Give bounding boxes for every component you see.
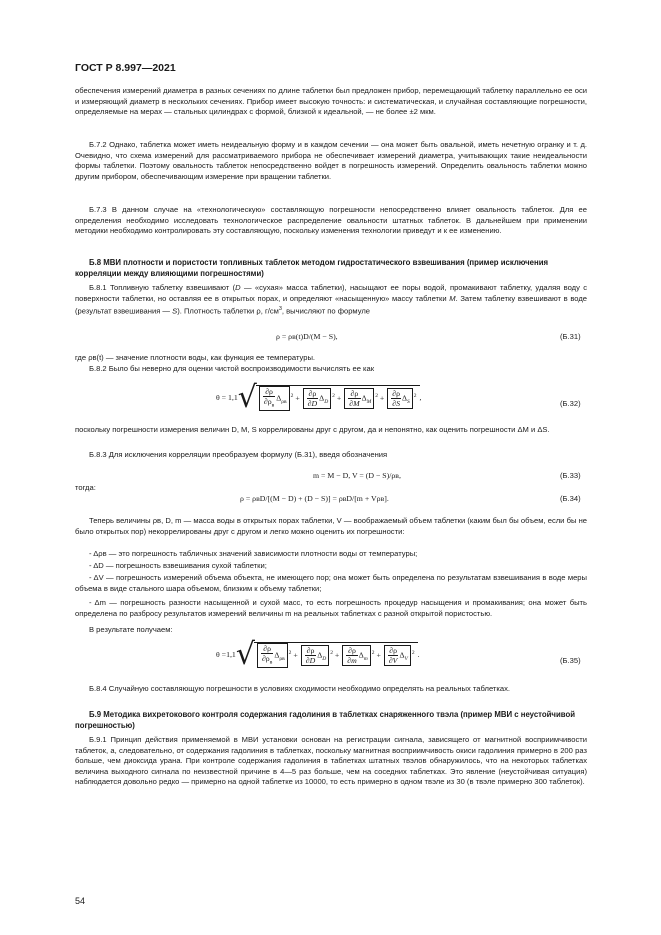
- paragraph: В результате получаем:: [89, 625, 173, 634]
- equation-b33: m = M − D, V = (D − S)/ρв,: [313, 471, 401, 480]
- equation-number: (Б.34): [560, 494, 581, 503]
- equation-b32: θ = 1,1√ $\frac{\partial\rho}{\partial\rho_в}$ $\Delta_{\rho в}^2$ + $\frac{\partial\rho}{\partial D}$ $\Delta_D^2$ + $\frac{\partial\rho}{\partial M}$ $\Delta_M^2$ + $\frac{\partial\rho}{\partial S}$ $\Delta_S^2$ ,: [216, 380, 422, 415]
- paragraph: где ρв(t) — значение плотности воды, как функция ее температуры.: [75, 353, 316, 362]
- paragraph: Б.8.4 Случайную составляющую погрешности в условиях сходимости необходимо определять на реальных таблетках.: [89, 684, 511, 693]
- equation-number: (Б.33): [560, 471, 581, 480]
- list-item: - ΔD — погрешность взвешивания сухой таблетки;: [89, 561, 267, 570]
- section-heading-b9: Б.9 Методика вихретокового контроля содержания гадолиния в таблетках снаряженного твэла (пример МВИ с неустойчивой погрешностью): [75, 710, 575, 730]
- paragraph: обеспечения измерений диаметра в разных сечениях по длине таблетки был предложен прибор, перемещающий таблетку параллельно ее оси и измеряющий диаметр в нескольких сечениях. Прибор имеет высокую точность: и систематическая, и случайная составляющие погрешности, определяемые на мерах — стальных цилиндрах с формой, близкой к идеальной, — не более ±2 мкм.: [75, 86, 587, 117]
- equation-b31: ρ = ρв(t)D/(M − S),: [276, 332, 338, 341]
- paragraph: Б.8.1 Топливную таблетку взвешивают (D — «сухая» масса таблетки), насыщают ее поры водой, промакивают таблетку, удаляя воду с поверхности таблетки, но оставляя ее в открытых порах, и определяют «насыщенную» массу таблетки M. Затем таблетку взвешивают в воде (результат взвешивания — S). Плотность таблетки ρ, $г/см^3$, вычисляют по формуле: [75, 283, 587, 316]
- list-item: - Δm — погрешность разности насыщенной и сухой масс, то есть погрешность процедур насыщения и промакивания; она может быть определена по разбросу результатов измерений величины m на реальных таблетках с разной открытой пористостью.: [75, 598, 587, 618]
- paragraph: Б.9.1 Принцип действия применяемой в МВИ установки основан на регистрации сигнала, зависящего от магнитной восприимчивости таблеток, а, следовательно, от содержания гадолиния в таблетках, поскольку магнитная восприимчивость окиси гадолиния примерно в 200 раз больше, чем диоксида урана. При контроле содержания гадолиния в таблетках штатных твэлов обнаружилось, что на некоторых таблетках величина выходного сигнала по неизвестной причине в 4—5 раз больше, чем на соседних таблетках. Это явление (неустойчивая ситуация) наблюдается довольно редко — примерно на одной таблетке из 10000, то есть примерно в одном твэле из 30 (в твэле примерно 300 таблеток).: [75, 735, 587, 787]
- list-item: - ΔV — погрешность измерений объема объекта, не имеющего пор; она может быть определена по результатам взвешивания в воде меры объема в виде стального шара объемом, близким к объему таблетки;: [75, 573, 587, 593]
- equation-number: (Б.31): [560, 332, 581, 341]
- section-heading-b8: Б.8 МВИ плотности и пористости топливных таблеток методом гидростатического взвешивания (пример исключения корреляции между влияющими погрешностями): [75, 258, 549, 278]
- paragraph: тогда:: [75, 483, 96, 492]
- equation-b35: θ =1,1√ $\frac{\partial\rho}{\partial\rho_в}$ $\Delta_{\rho в}^2$ + $\frac{\partial\rho}{\partial D}$ $\Delta_D^2$ + $\frac{\partial\rho}{\partial m}$ $\Delta_m^2$ + $\frac{\partial\rho}{\partial V}$ $\Delta_V^2$ .: [216, 637, 420, 672]
- paragraph: Б.7.2 Однако, таблетка может иметь неидеальную форму и в каждом сечении — она может быть овальной, иметь нечетную огранку и т. д. Очевидно, что схема измерений для рассматриваемого прибора не обеспечивает измерений диаметра, учитывающих такие неидеальности формы таблетки. Поэтому овальность таблеток непосредственно войдет в погрешность измерений. Определить овальность таблетки можно другим прибором, обеспечивающим измерение при вращении таблетки.: [75, 140, 587, 181]
- paragraph: Б.7.3 В данном случае на «технологическую» составляющую погрешности непосредственно влияет овальность таблеток. Для ее определения необходимо исследовать технологическое распределение овальности штатных таблеток. В дальнейшем при применении методики необходимо контролировать эту составляющую, поскольку изменения технологии приведут и к ее изменению.: [75, 205, 587, 236]
- equation-b34: ρ = ρвD/[(M − D) + (D − S)] = ρвD/[m + Vρв].: [240, 494, 389, 503]
- paragraph: Б.8.3 Для исключения корреляции преобразуем формулу (Б.31), введя обозначения: [89, 450, 388, 459]
- page-number: 54: [75, 896, 86, 906]
- paragraph: поскольку погрешности измерения величин D, M, S коррелированы друг с другом, да и непонятно, как оценить погрешности ΔM и ΔS.: [75, 425, 550, 434]
- paragraph: Б.8.2 Было бы неверно для оценки чистой воспроизводимости вычислять ее как: [89, 364, 375, 373]
- equation-number: (Б.32): [560, 399, 581, 408]
- list-item: - Δρв — это погрешность табличных значений зависимости плотности воды от температуры;: [89, 549, 418, 558]
- paragraph: Теперь величины ρв, D, m — масса воды в открытых порах таблетки, V — воображаемый объем таблетки (каким был бы объем, если бы не было открытых пор) некоррелированы друг с другом и легко можно оценить их погрешности:: [75, 516, 587, 536]
- document-header: ГОСТ Р 8.997—2021: [75, 62, 176, 74]
- equation-number: (Б.35): [560, 656, 581, 665]
